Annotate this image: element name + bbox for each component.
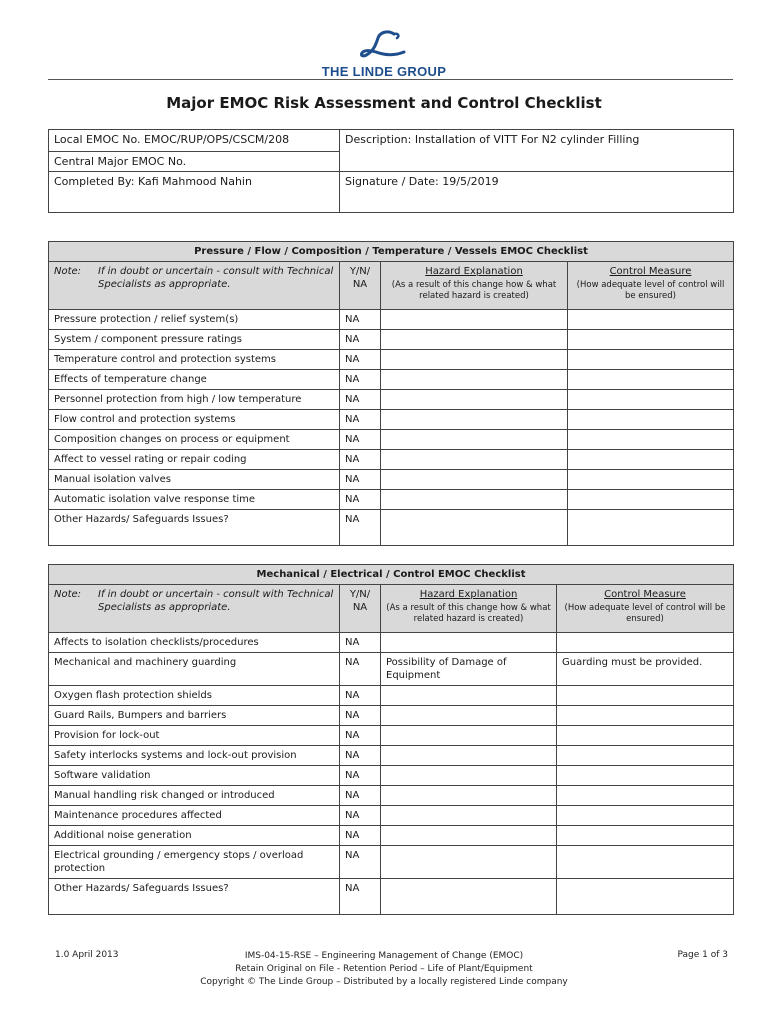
- checklist-mechanical-electrical: [48, 564, 734, 915]
- hazard-explanation: [381, 633, 557, 653]
- yn-value: NA: [340, 653, 381, 686]
- section-title: Mechanical / Electrical / Control EMOC Checklist: [49, 565, 734, 585]
- header-divider: [48, 79, 733, 80]
- section-title: Pressure / Flow / Composition / Temperature / Vessels EMOC Checklist: [49, 242, 734, 262]
- control-measure: [557, 766, 734, 786]
- company-name: THE LINDE GROUP: [321, 64, 447, 79]
- footer-copyright: Copyright © The Linde Group – Distributed by a locally registered Linde company: [200, 977, 568, 987]
- table-row: [49, 490, 734, 510]
- linde-logo-mark: [0, 28, 768, 62]
- yn-value: NA: [340, 766, 381, 786]
- table-row: [49, 653, 734, 686]
- control-header: Control Measure: [609, 266, 692, 277]
- table-row: [49, 390, 734, 410]
- yn-value: NA: [340, 310, 381, 330]
- info-table: [48, 129, 734, 213]
- hazard-explanation: [381, 686, 557, 706]
- control-measure: [568, 390, 734, 410]
- control-measure: [557, 746, 734, 766]
- control-measure: [568, 330, 734, 350]
- checklist-item: Pressure protection / relief system(s): [49, 310, 340, 330]
- yn-value: NA: [340, 370, 381, 390]
- checklist-item: Affect to vessel rating or repair coding: [49, 450, 340, 470]
- control-measure: [568, 370, 734, 390]
- hazard-header-cell: [381, 262, 568, 310]
- control-subheader: (How adequate level of control will be ensured): [564, 603, 726, 624]
- control-measure: [568, 490, 734, 510]
- table-row: [49, 706, 734, 726]
- table-row: [49, 510, 734, 546]
- control-measure: [557, 686, 734, 706]
- checklist-item: Effects of temperature change: [49, 370, 340, 390]
- hazard-explanation: [381, 370, 568, 390]
- hazard-header: Hazard Explanation: [419, 589, 518, 600]
- control-measure: [557, 846, 734, 879]
- yn-value: NA: [340, 490, 381, 510]
- checklist-item: Flow control and protection systems: [49, 410, 340, 430]
- hazard-subheader: (As a result of this change how & what related hazard is created): [386, 603, 551, 624]
- section1-rows: [49, 310, 734, 546]
- footer-retain: Retain Original on File - Retention Period – Life of Plant/Equipment: [235, 964, 533, 974]
- hazard-header: Hazard Explanation: [425, 266, 523, 277]
- control-measure: [568, 510, 734, 546]
- table-row: [49, 450, 734, 470]
- footer-doc-ref: IMS-04-15-RSE – Engineering Management of Change (EMOC): [244, 951, 524, 961]
- yn-value: NA: [340, 726, 381, 746]
- yn-value: NA: [340, 470, 381, 490]
- control-measure: [568, 430, 734, 450]
- yn-value: NA: [340, 450, 381, 470]
- linde-logo-icon: [354, 28, 414, 62]
- table-row: [49, 879, 734, 915]
- table-row: [49, 846, 734, 879]
- control-measure: [557, 786, 734, 806]
- control-measure: [568, 350, 734, 370]
- hazard-explanation: Possibility of Damage of Equipment: [381, 653, 557, 686]
- table-row: [49, 430, 734, 450]
- checklist-item: Other Hazards/ Safeguards Issues?: [49, 510, 340, 546]
- table-row: [49, 786, 734, 806]
- checklist-item: Guard Rails, Bumpers and barriers: [49, 706, 340, 726]
- checklist-item: Manual handling risk changed or introduced: [49, 786, 340, 806]
- yn-value: NA: [340, 806, 381, 826]
- checklist-item: Automatic isolation valve response time: [49, 490, 340, 510]
- note-cell: [49, 585, 340, 633]
- yn-value: NA: [340, 826, 381, 846]
- hazard-explanation: [381, 879, 557, 915]
- table-row: [49, 310, 734, 330]
- note-text: If in doubt or uncertain - consult with Technical Specialists as appropriate.: [98, 266, 334, 290]
- yn-value: NA: [340, 390, 381, 410]
- yn-header: Y/N/ NA: [340, 585, 381, 633]
- yn-value: NA: [340, 510, 381, 546]
- yn-value: NA: [340, 746, 381, 766]
- table-row: [49, 633, 734, 653]
- yn-value: NA: [340, 350, 381, 370]
- table-row: [49, 350, 734, 370]
- yn-value: NA: [340, 686, 381, 706]
- control-measure: [557, 826, 734, 846]
- note-label: Note:: [54, 266, 82, 277]
- table-row: [49, 470, 734, 490]
- control-measure: [557, 726, 734, 746]
- table-row: [49, 826, 734, 846]
- control-measure: [557, 633, 734, 653]
- control-header-cell: [557, 585, 734, 633]
- hazard-explanation: [381, 490, 568, 510]
- table-row: [49, 370, 734, 390]
- hazard-explanation: [381, 746, 557, 766]
- completed-by: Completed By: Kafi Mahmood Nahin: [49, 172, 340, 213]
- checklist-item: Composition changes on process or equipment: [49, 430, 340, 450]
- table-row: [49, 330, 734, 350]
- yn-value: NA: [340, 633, 381, 653]
- local-emoc-no: Local EMOC No. EMOC/RUP/OPS/CSCM/208: [49, 130, 340, 152]
- table-row: [49, 686, 734, 706]
- hazard-explanation: [381, 510, 568, 546]
- control-header: Control Measure: [604, 589, 686, 600]
- hazard-explanation: [381, 350, 568, 370]
- hazard-explanation: [381, 726, 557, 746]
- checklist-item: Safety interlocks systems and lock-out provision: [49, 746, 340, 766]
- checklist-item: Electrical grounding / emergency stops / overload protection: [49, 846, 340, 879]
- hazard-subheader: (As a result of this change how & what related hazard is created): [391, 280, 557, 301]
- checklist-item: System / component pressure ratings: [49, 330, 340, 350]
- checklist-item: Affects to isolation checklists/procedures: [49, 633, 340, 653]
- control-measure: [557, 879, 734, 915]
- control-header-cell: [568, 262, 734, 310]
- note-label: Note:: [54, 589, 82, 600]
- yn-header: Y/N/ NA: [340, 262, 381, 310]
- yn-value: NA: [340, 879, 381, 915]
- hazard-explanation: [381, 410, 568, 430]
- control-measure: [557, 806, 734, 826]
- yn-value: NA: [340, 706, 381, 726]
- yn-value: NA: [340, 430, 381, 450]
- hazard-explanation: [381, 450, 568, 470]
- yn-value: NA: [340, 846, 381, 879]
- checklist-item: Maintenance procedures affected: [49, 806, 340, 826]
- control-measure: [568, 310, 734, 330]
- footer-info: [0, 950, 768, 989]
- yn-value: NA: [340, 330, 381, 350]
- hazard-explanation: [381, 786, 557, 806]
- checklist-item: Oxygen flash protection shields: [49, 686, 340, 706]
- hazard-explanation: [381, 310, 568, 330]
- checklist-item: Additional noise generation: [49, 826, 340, 846]
- checklist-item: Provision for lock-out: [49, 726, 340, 746]
- yn-value: NA: [340, 410, 381, 430]
- description: Description: Installation of VITT For N2 cylinder Filling: [340, 130, 734, 172]
- control-measure: [557, 706, 734, 726]
- signature-date: Signature / Date: 19/5/2019: [340, 172, 734, 213]
- hazard-explanation: [381, 390, 568, 410]
- table-row: [49, 766, 734, 786]
- table-row: [49, 746, 734, 766]
- checklist-item: Manual isolation valves: [49, 470, 340, 490]
- table-row: [49, 806, 734, 826]
- control-measure: [568, 410, 734, 430]
- checklist-item: Temperature control and protection systems: [49, 350, 340, 370]
- hazard-explanation: [381, 766, 557, 786]
- hazard-explanation: [381, 706, 557, 726]
- hazard-explanation: [381, 470, 568, 490]
- section2-rows: [49, 633, 734, 915]
- hazard-explanation: [381, 330, 568, 350]
- checklist-item: Other Hazards/ Safeguards Issues?: [49, 879, 340, 915]
- hazard-header-cell: [381, 585, 557, 633]
- note-text: If in doubt or uncertain - consult with Technical Specialists as appropriate.: [98, 589, 334, 613]
- checklist-item: Mechanical and machinery guarding: [49, 653, 340, 686]
- hazard-explanation: [381, 430, 568, 450]
- note-cell: [49, 262, 340, 310]
- footer-page: Page 1 of 3: [677, 950, 728, 960]
- page-title: Major EMOC Risk Assessment and Control Checklist: [166, 94, 602, 112]
- table-row: [49, 410, 734, 430]
- hazard-explanation: [381, 806, 557, 826]
- hazard-explanation: [381, 846, 557, 879]
- checklist-item: Personnel protection from high / low temperature: [49, 390, 340, 410]
- checklist-pressure-flow: [48, 241, 734, 546]
- control-measure: [568, 470, 734, 490]
- control-measure: [568, 450, 734, 470]
- footer-version: 1.0 April 2013: [55, 950, 119, 960]
- checklist-item: Software validation: [49, 766, 340, 786]
- control-measure: Guarding must be provided.: [557, 653, 734, 686]
- control-subheader: (How adequate level of control will be ensured): [576, 280, 725, 301]
- yn-value: NA: [340, 786, 381, 806]
- central-emoc-no: Central Major EMOC No.: [49, 152, 340, 172]
- hazard-explanation: [381, 826, 557, 846]
- table-row: [49, 726, 734, 746]
